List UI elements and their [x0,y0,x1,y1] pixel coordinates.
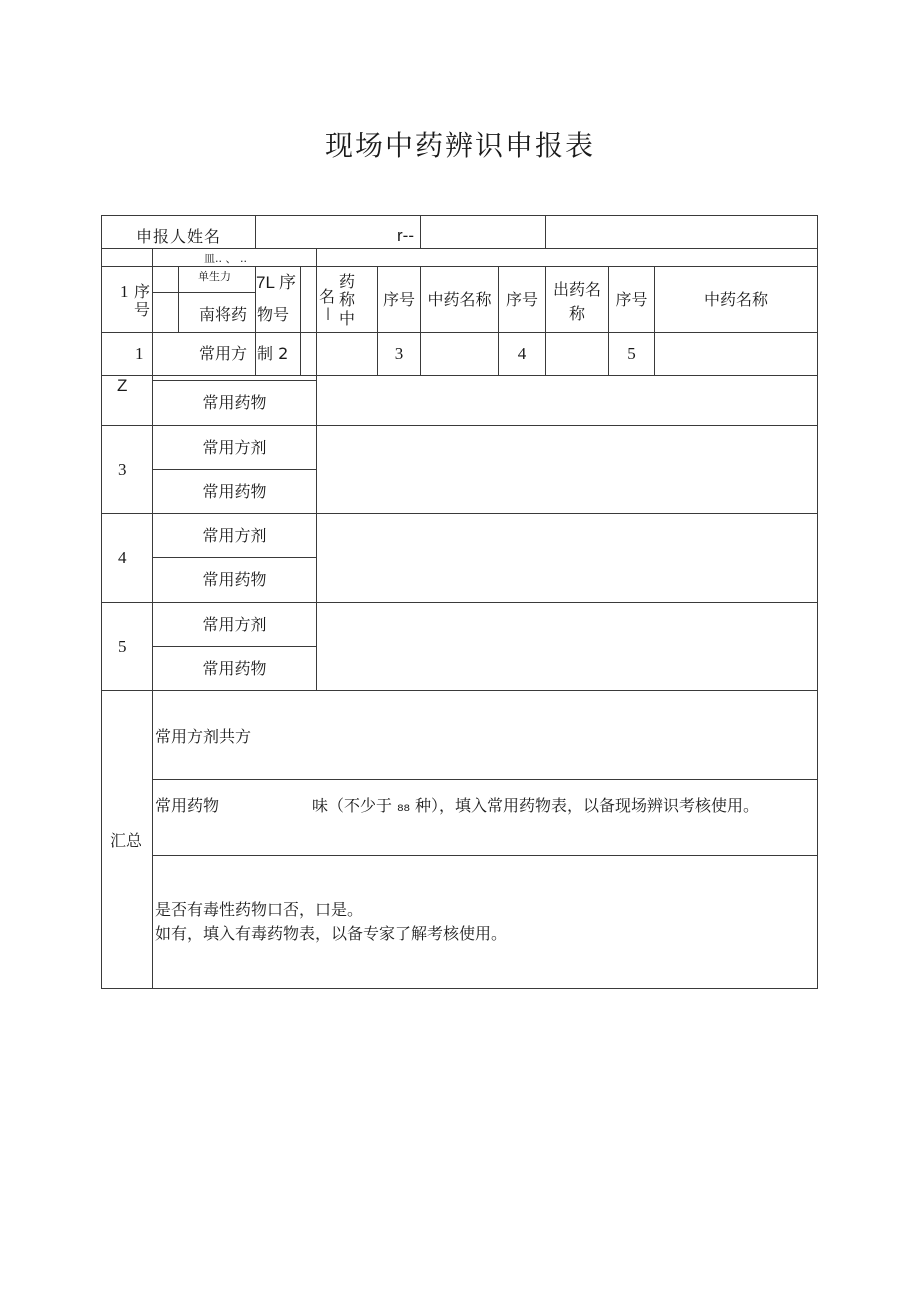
header-cheng: 称 [339,290,356,309]
header-wuhao: 物号 [257,305,290,324]
stray-mark: r-- [397,226,414,245]
row-3-num: 3 [118,460,127,479]
row-1-num-5: 5 [627,344,636,363]
header-seq-3: 序号 [615,290,648,309]
page-title: 现场中药辨识申报表 [324,129,595,162]
row-5-formula: 常用方剂 [202,615,267,634]
row-num-fragment: 1 [120,282,129,301]
header-yao: 药 [339,272,356,291]
row-4-drug: 常用药物 [202,570,267,589]
header-chu-b: 称 [568,304,585,323]
applicant-name-label: 申报人姓名 [136,227,222,246]
header-fragment-b: 单生力 [198,270,231,283]
header-name-3: 中药名称 [703,290,768,309]
header-seq: 序号 [382,290,415,309]
summary-formula-count: 常用方剂共方 [155,727,252,746]
row-1-num-4: 4 [517,344,527,363]
row-5-num: 5 [118,637,127,656]
row-4-num: 4 [118,548,127,567]
header-name: 中药名称 [427,290,492,309]
row-4-formula: 常用方剂 [202,526,267,545]
row-3-drug: 常用药物 [202,482,267,501]
seq-header-b: 号 [134,300,151,319]
header-fragment-d: 名 [319,287,336,306]
summary-toxic-question: 是否有毒性药物口否，口是。 [155,900,364,919]
summary-label: 汇总 [110,831,143,850]
row-2-mark: Z [117,376,128,395]
summary-drug-label: 常用药物 [155,796,220,815]
row-1-formula: 常用方 [199,344,248,363]
row-1-num-3: 3 [394,344,404,363]
header-fragment-c: 7L 序 [256,273,297,292]
scan-artifact-mark: 皿.. 、 .. [204,252,247,265]
header-fragment-e: | [326,306,331,320]
row-2-drug: 常用药物 [202,393,267,412]
row-1-num: 1 [135,344,144,363]
summary-toxic-instruction: 如有，填入有毒药物表，以备专家了解考核使用。 [155,924,508,943]
summary-drug-note [155,794,795,818]
row-3-formula: 常用方剂 [202,438,267,457]
row-1-zhi: 制 2 [257,344,289,363]
header-chu-a: 出药名 [552,280,601,299]
row-5-drug: 常用药物 [202,659,267,678]
header-zhong: 中 [339,309,356,328]
summary-drug-note-text: 味（不少于 ₈₈ 种），填入常用药物表，以备现场辨识考核使用。 [312,796,760,815]
header-nanjiang: 南将药 [199,305,248,324]
header-seq-2: 序号 [505,290,538,309]
seq-header-a: 序 [134,282,151,301]
